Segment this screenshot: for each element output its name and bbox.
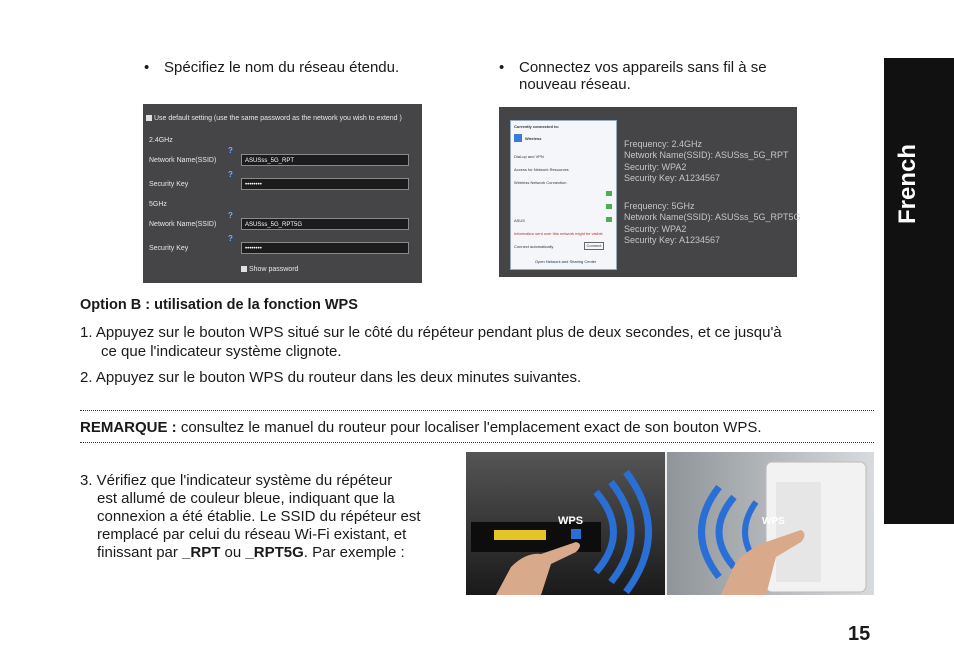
- note-text: consultez le manuel du routeur pour localiser l'emplacement exact de son bouton WPS.: [176, 419, 762, 436]
- wps-label-left: WPS: [558, 515, 584, 527]
- note: [80, 419, 762, 436]
- band-24-label: 2.4GHz: [149, 137, 173, 144]
- step-2: 2. Appuyez sur le bouton WPS du routeur dans les deux minutes suivantes.: [80, 369, 582, 386]
- page-number: 15: [848, 623, 871, 645]
- network-icon: [514, 134, 522, 142]
- help-icon: ?: [228, 234, 233, 243]
- router-wps-button: [571, 529, 581, 539]
- step-3: 3. Vérifiez que l'indicateur système du répéteur est allumé de couleur bleue, indiquant que la connexion a été établie. Le SSID du répéteur est remplacé par celui du réseau Wi-Fi existant, et finissant par _RPT ou _RPT5G. Par exemple :: [80, 472, 421, 561]
- bullet-dot: •: [499, 59, 505, 76]
- step-1-continued: ce que l'indicateur système clignote.: [101, 343, 342, 360]
- help-icon: ?: [228, 211, 233, 220]
- signal-icon: [606, 204, 612, 209]
- language-tab: [884, 58, 954, 524]
- help-icon: ?: [228, 146, 233, 155]
- ssid-5-label: Network Name(SSID): [149, 221, 217, 228]
- wps-label-right: WPS: [762, 516, 785, 527]
- signal-icon: [606, 217, 612, 222]
- wps-photo: [466, 452, 874, 595]
- windows-network-list: Currently connected to: Wireless Dial-up and VPN Access for Network Resources Wireless Network Connection ASUS Information sent over this network might be visible Connect automatically Connect Open Network and Sharing Center: [510, 120, 617, 270]
- show-password-row: Show password: [241, 266, 298, 273]
- help-icon: ?: [228, 170, 233, 179]
- use-default-row: Use default setting (use the same password as the network you wish to extend ): [146, 115, 402, 122]
- info-24ghz: Frequency: 2.4GHz Network Name(SSID): ASUSss_5G_RPT Security: WPA2 Security Key: A1234567: [624, 139, 789, 183]
- signal-icon: [606, 191, 612, 196]
- bullet-dot: •: [144, 59, 150, 76]
- ssid-24-label: Network Name(SSID): [149, 157, 217, 164]
- step-1: 1. Appuyez sur le bouton WPS situé sur le côté du répéteur pendant plus de deux secondes, et ce jusqu'à: [80, 324, 782, 341]
- wps-illustration: [466, 452, 874, 595]
- key-5-input: ••••••••: [241, 242, 409, 254]
- note-top-divider: [80, 410, 874, 411]
- band-5-label: 5GHz: [149, 201, 167, 208]
- option-b-heading: Option B : utilisation de la fonction WPS: [80, 297, 358, 313]
- key-24-input: ••••••••: [241, 178, 409, 190]
- ssid-24-input: ASUSss_5G_RPT: [241, 154, 409, 166]
- ssid-5-input: ASUSss_5G_RPT5G: [241, 218, 409, 230]
- router-ports: [494, 530, 546, 540]
- wifi-settings-screenshot: [143, 104, 422, 283]
- note-label: REMARQUE :: [80, 419, 177, 436]
- bullet-left-text: Spécifiez le nom du réseau étendu.: [164, 59, 400, 76]
- note-bottom-divider: [80, 442, 874, 443]
- info-5ghz: Frequency: 5GHz Network Name(SSID): ASUSss_5G_RPT5G Security: WPA2 Security Key: A1234567: [624, 201, 801, 245]
- checkbox-icon: [146, 115, 152, 121]
- bullet-left: [144, 59, 400, 76]
- key-24-label: Security Key: [149, 181, 189, 188]
- connect-button: Connect: [584, 242, 604, 250]
- key-5-label: Security Key: [149, 245, 189, 252]
- bullet-right-text: Connectez vos appareils sans fil à se nouveau réseau.: [519, 59, 767, 93]
- language-label: French: [894, 143, 922, 225]
- checkbox-icon: [241, 266, 247, 272]
- bullet-right: [499, 59, 819, 93]
- connection-screenshot: [499, 107, 801, 277]
